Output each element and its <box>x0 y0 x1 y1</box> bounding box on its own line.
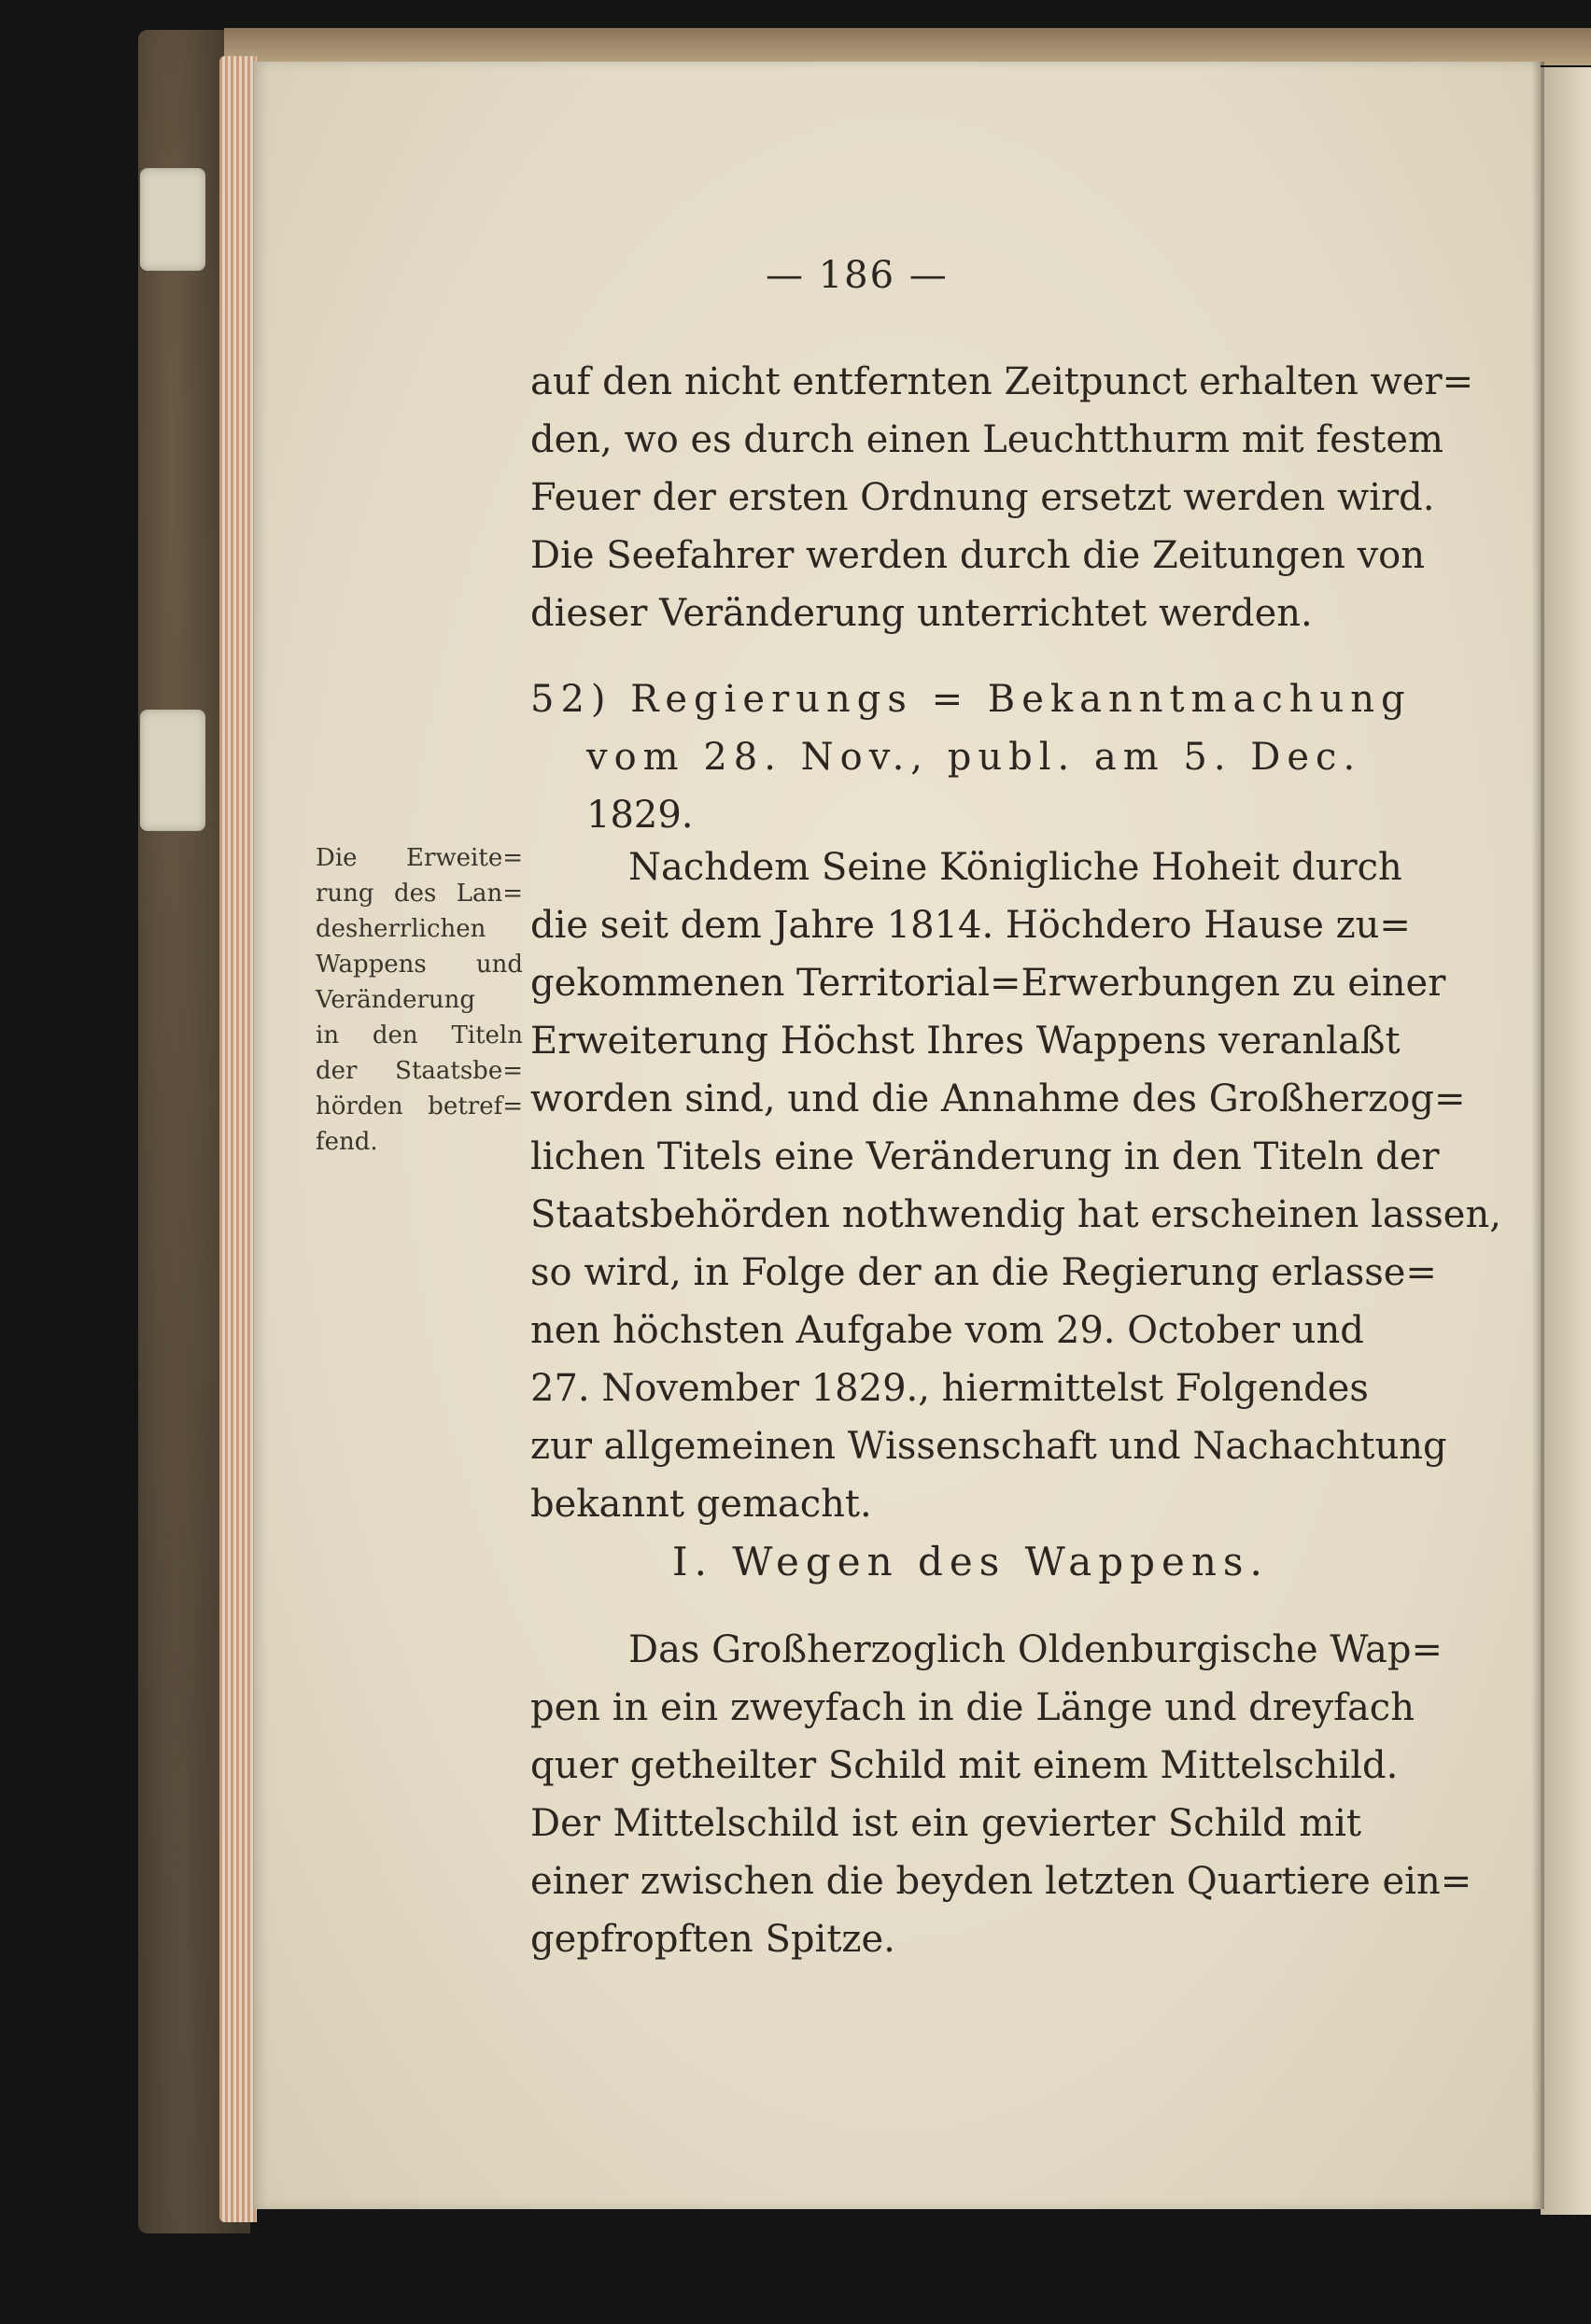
section-title-line: 1829. <box>586 794 694 837</box>
text-line: gepfropften Spitze. <box>530 1918 895 1961</box>
margin-note-line: Veränderung <box>316 986 476 1014</box>
page-number-header: — 186 — <box>766 254 949 297</box>
text-line: nen höchsten Aufgabe vom 29. October und <box>530 1309 1364 1352</box>
margin-note-line: Die Erweite= <box>316 844 523 872</box>
text-line: lichen Titels eine Veränderung in den Titeln der <box>530 1135 1440 1178</box>
text-line: Feuer der ersten Ordnung ersetzt werden wird. <box>530 476 1435 519</box>
paragraph-1 <box>530 353 1474 642</box>
section-heading: I. Wegen des Wappens. <box>672 1539 1269 1585</box>
text-line: Der Mittelschild ist ein gevierter Schild mit <box>530 1802 1361 1845</box>
text-line: so wird, in Folge der an die Regierung erlasse= <box>530 1251 1437 1294</box>
text-line: einer zwischen die beyden letzten Quartiere ein= <box>530 1860 1472 1903</box>
margin-note-line: rung des Lan= <box>316 880 523 908</box>
margin-note-line: der Staatsbe= <box>316 1057 523 1085</box>
text-line: bekannt gemacht. <box>530 1483 872 1526</box>
page-gutter-shadow <box>1531 62 1544 2209</box>
text-line: gekommenen Territorial=Erwerbungen zu einer <box>530 962 1446 1005</box>
bookmark-tab-middle <box>140 710 205 831</box>
margin-note <box>316 840 523 1160</box>
text-line: quer getheilter Schild mit einem Mittelschild. <box>530 1744 1399 1787</box>
text-line: worden sind, und die Annahme des Großherzog= <box>530 1077 1466 1120</box>
margin-note-line: in den Titeln <box>316 1021 523 1049</box>
page-edges <box>219 56 257 2222</box>
margin-note-line: desherrlichen <box>316 915 486 943</box>
text-line: zur allgemeinen Wissenschaft und Nachachtung <box>530 1425 1447 1468</box>
margin-note-line: fend. <box>316 1128 378 1156</box>
text-line: 27. November 1829., hiermittelst Folgendes <box>530 1367 1369 1410</box>
paragraph-2 <box>530 838 1501 1533</box>
margin-note-line: hörden betref= <box>316 1092 523 1120</box>
text-line: pen in ein zweyfach in die Länge und dreyfach <box>530 1686 1415 1729</box>
text-line: Das Großherzoglich Oldenburgische Wap= <box>628 1628 1443 1671</box>
bookmark-tab-top <box>140 168 205 271</box>
book-top-edge <box>224 28 1591 65</box>
text-line: den, wo es durch einen Leuchtthurm mit festem <box>530 418 1443 461</box>
paragraph-3 <box>530 1621 1472 1968</box>
section-52-title <box>530 670 1412 844</box>
text-line: dieser Veränderung unterrichtet werden. <box>530 592 1313 635</box>
margin-note-line: Wappens und <box>316 951 523 979</box>
text-line: die seit dem Jahre 1814. Höchdero Hause zu= <box>530 904 1411 947</box>
section-title-line: vom 28. Nov., publ. am 5. Dec. <box>586 736 1362 779</box>
text-line: Nachdem Seine Königliche Hoheit durch <box>628 846 1402 889</box>
text-line: Erweiterung Höchst Ihres Wappens veranlaßt <box>530 1020 1401 1063</box>
text-line: Staatsbehörden nothwendig hat erscheinen lassen, <box>530 1193 1501 1236</box>
text-line: auf den nicht entfernten Zeitpunct erhalten wer= <box>530 360 1474 403</box>
facing-page-edge <box>1541 67 1591 2215</box>
section-title-line: 52) Regierungs = Bekanntmachung <box>530 678 1412 721</box>
text-line: Die Seefahrer werden durch die Zeitungen von <box>530 534 1426 577</box>
